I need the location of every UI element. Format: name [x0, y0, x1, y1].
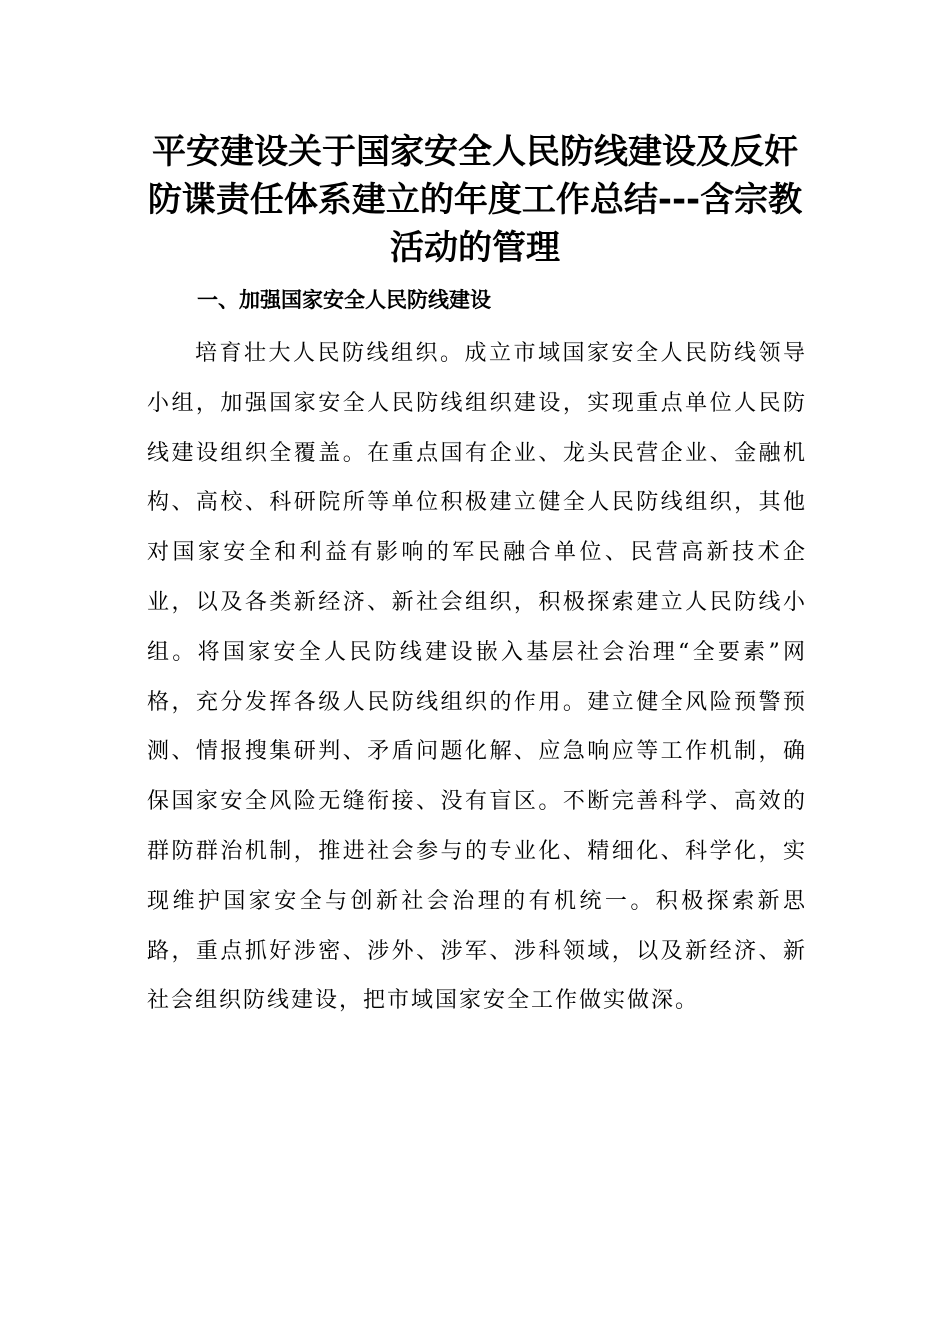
document-title: 平安建设关于国家安全人民防线建设及反奸防谍责任体系建立的年度工作总结---含宗教活动的管理: [147, 132, 803, 268]
section-heading: 一、加强国家安全人民防线建设: [197, 288, 491, 312]
body-paragraph: 培育壮大人民防线组织。成立市域国家安全人民防线领导小组，加强国家安全人民防线组织建设，实现重点单位人民防线建设组织全覆盖。在重点国有企业、龙头民营企业、金融机构、高校、科研院所等单位积极建立健全人民防线组织，其他对国家安全和利益有影响的军民融合单位、民营高新技术企业，以及各类新经济、新社会组织，积极探索建立人民防线小组。将国家安全人民防线建设嵌入基层社会治理“全要素”网格，充分发挥各级人民防线组织的作用。建立健全风险预警预测、情报搜集研判、矛盾问题化解、应急响应等工作机制，确保国家安全风险无缝衔接、没有盲区。不断完善科学、高效的群防群治机制，推进社会参与的专业化、精细化、科学化，实现维护国家安全与创新社会治理的有机统一。积极探索新思路，重点抓好涉密、涉外、涉军、涉科领域，以及新经济、新社会组织防线建设，把市域国家安全工作做实做深。: [147, 341, 807, 1014]
